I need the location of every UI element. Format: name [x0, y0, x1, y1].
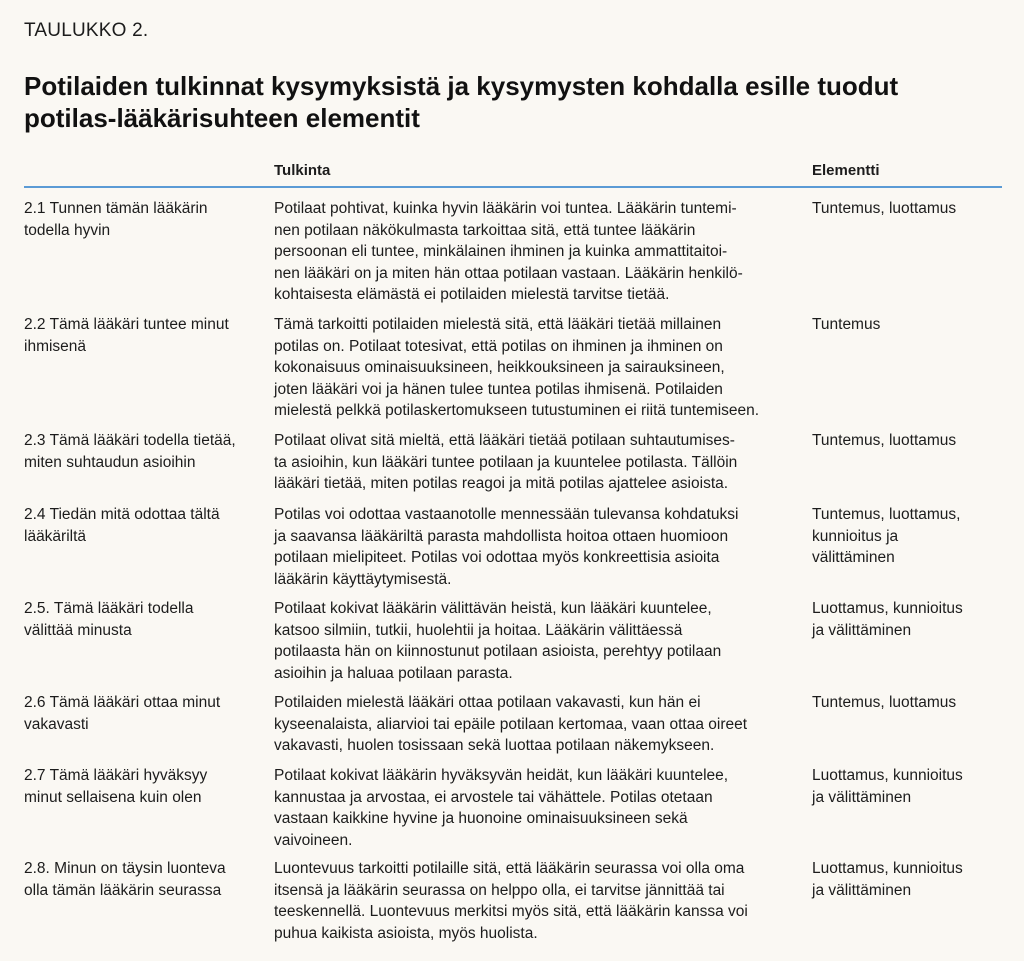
question-cell: 2.1 Tunnen tämän lääkärin todella hyvin: [24, 200, 208, 239]
question-cell: 2.6 Tämä lääkäri ottaa minut vakavasti: [24, 694, 221, 733]
interpretation-cell: Potilaat pohtivat, kuinka hyvin lääkärin voi tuntea. Lääkärin tuntemi- nen potilaan näkökulmasta tarkoittaa sitä, että tuntee lääkärin persoonan eli tuntee, minkälainen ihminen ja kuinka ammattitaitoi- nen lääkäri on ja miten hän ottaa potilaan vastaan. Lääkärin henkilö- kohtaisesta elämästä ei potilaiden mielestä tarvitse tietää.: [274, 200, 743, 303]
element-cell: Tuntemus, luottamus: [812, 432, 957, 449]
question-cell: 2.7 Tämä lääkäri hyväksyy minut sellaisena kuin olen: [24, 767, 208, 806]
question-cell: 2.5. Tämä lääkäri todella välittää minusta: [24, 600, 194, 639]
interpretation-cell: Luontevuus tarkoitti potilaille sitä, että lääkärin seurassa voi olla oma itsensä ja lääkärin seurassa on helppo olla, ei tarvitse jännittää tai teeskennellä. Luontevuus merkitsi myös sitä, että lääkärin kanssa voi puhua kaikista asioista, myös huolista.: [274, 860, 748, 942]
question-cell: 2.4 Tiedän mitä odottaa tältä lääkäriltä: [24, 506, 220, 545]
element-cell: Tuntemus, luottamus: [812, 694, 957, 711]
table-label: TAULUKKO 2.: [24, 20, 149, 41]
interpretation-cell: Potilas voi odottaa vastaanotolle mennessään tulevansa kohdatuksi ja saavansa lääkäriltä parasta mahdollista hoitoa ottaen huomioon potilaan mielipiteet. Potilas voi odottaa myös konkreettisia asioita lääkärin käyttäytymisestä.: [274, 506, 739, 588]
element-cell: Tuntemus, luottamus, kunnioitus ja välittäminen: [812, 506, 961, 566]
table-title: Potilaiden tulkinnat kysymyksistä ja kysymysten kohdalla esille tuodut potilas-lääkärisuhteen elementit: [24, 71, 899, 133]
question-cell: 2.3 Tämä lääkäri todella tietää, miten suhtaudun asioihin: [24, 432, 236, 471]
data-table: [24, 162, 1002, 942]
interpretation-cell: Potilaat kokivat lääkärin hyväksyvän heidät, kun lääkäri kuuntelee, kannustaa ja arvostaa, ei arvostele tai vähättele. Potilas otetaan vastaan kaikkine hyvine ja huonoine ominaisuuksineen sekä vaivoineen.: [274, 767, 729, 849]
table-header: [24, 162, 1002, 188]
element-cell: Luottamus, kunnioitus ja välittäminen: [812, 860, 963, 899]
header-interpretation: Tulkinta: [274, 162, 331, 179]
element-cell: Tuntemus, luottamus: [812, 200, 957, 217]
element-cell: Luottamus, kunnioitus ja välittäminen: [812, 600, 963, 639]
interpretation-cell: Tämä tarkoitti potilaiden mielestä sitä, että lääkäri tietää millainen potilas on. Potilaat totesivat, että potilas on ihminen ja ihminen on kokonaisuus ominaisuuksineen, heikkouksineen ja sairauksineen, joten lääkäri voi ja hänen tulee tuntea potilas ihmisenä. Potilaiden mielestä pelkkä potilaskertomukseen tutustuminen ei riitä tuntemiseen.: [274, 316, 760, 419]
header-element: Elementti: [812, 162, 880, 179]
question-cell: 2.8. Minun on täysin luonteva olla tämän lääkärin seurassa: [24, 860, 226, 899]
interpretation-cell: Potilaat kokivat lääkärin välittävän heistä, kun lääkäri kuuntelee, katsoo silmiin, tutkii, huolehtii ja hoitaa. Lääkärin välittäessä potilaasta hän on kiinnostunut potilaan asioista, perehtyy potilaan asioihin ja haluaa potilaan parasta.: [274, 600, 722, 682]
interpretation-cell: Potilaiden mielestä lääkäri ottaa potilaan vakavasti, kun hän ei kyseenalaista, aliarvioi tai epäile potilaan kertomaa, vaan ottaa oireet vakavasti, huolen tosissaan sekä luottaa potilaan näkemykseen.: [274, 694, 748, 754]
question-cell: 2.2 Tämä lääkäri tuntee minut ihmisenä: [24, 316, 229, 355]
element-cell: Luottamus, kunnioitus ja välittäminen: [812, 767, 963, 806]
interpretation-cell: Potilaat olivat sitä mieltä, että lääkäri tietää potilaan suhtautumises- ta asioihin, kun lääkäri tuntee potilaan ja kuuntelee potilasta. Tällöin lääkäri tietää, miten potilas reagoi ja mitä potilas ajattelee asioista.: [274, 432, 738, 492]
element-cell: Tuntemus: [812, 316, 881, 333]
